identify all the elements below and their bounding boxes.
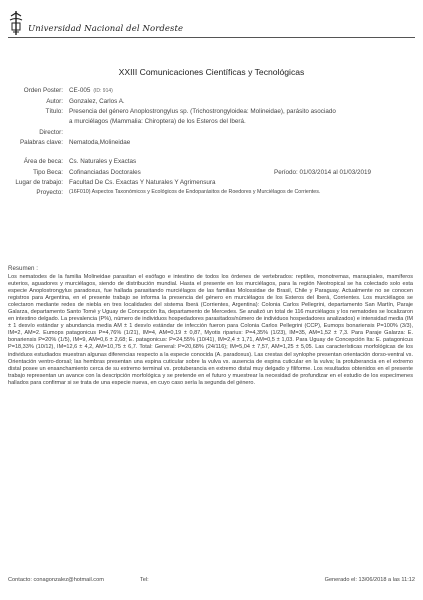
orden-id: (ID: 914)	[93, 88, 113, 94]
tipo-label: Tipo Beca:	[33, 169, 63, 176]
orden-label: Orden Poster:	[23, 87, 63, 94]
area-label: Área de beca:	[23, 158, 63, 165]
area-value: Cs. Naturales y Exactas	[69, 158, 137, 165]
orden-value: CE-005	[69, 87, 91, 94]
proyecto-label: Proyecto:	[36, 189, 63, 196]
titulo-line-1: Presencia del género Anoplostrongylus sp. (Trichostrongyloidea: Molineidae), parásito asociado	[69, 108, 336, 115]
palabras-value: Nematoda,Molineidae	[69, 139, 131, 146]
footer-contacto: Contacto: conagonzalez@hotmail.com	[8, 577, 104, 583]
director-label: Director:	[39, 129, 63, 136]
document-title: XXIII Comunicaciones Científicas y Tecnológicas	[118, 67, 305, 77]
university-name: Universidad Nacional del Nordeste	[28, 24, 184, 34]
footer-generado: Generado el: 13/06/2018 a las 11:12	[324, 577, 415, 583]
titulo-label: Título:	[45, 108, 63, 115]
periodo-value: Período: 01/03/2014 al 01/03/2019	[274, 169, 371, 176]
header-rule	[8, 37, 415, 38]
proyecto-value: (16F010) Aspectos Taxonómicos y Ecológicos de Endoparásitos de Roedores y Murciélagos de Corrientes.	[69, 189, 321, 195]
university-crest-icon	[8, 10, 24, 36]
abstract-label: Resumen :	[8, 265, 38, 272]
lugar-label: Lugar de trabajo:	[15, 179, 63, 186]
autor-value: Gonzalez, Carlos A.	[69, 98, 125, 105]
abstract-text: Los nematodes de la familia Molineidae parasitan el esófago e intestino de todos los órdenes de vertebrados: reptiles, monotremas, marsupiales, mamíferos euterios, aguadores y murciélagos, siendo de distribución mundial. Hasta el presente en los murciélagos, para la región Neotropical se ha colectado solo esta especie Anoplostrongylus paradoxus, fue hallada parasitando murciélagos de las familias Molossidae de Brasil, Chile y Paraguay. Actualmente no se conocen registros para Argentina, en el presente trabajo se informa la presencia del género en murciélagos de los Esteros del Iberá, Corrientes. Los murciélagos se colectaron mediante redes de niebla en tres localidades del sistema Iberá (Corrientes, Argentina): Colonia Carlos Pellegrini, departamento San Martín, Paraje Galarza, departamento Santo Tomé y Uguay de Concepción Ita, departamento de Mercedes. Se analizó un total de 116 murciélagos y los nematodes se localizaron en intestino delgado. La prevalencia (P%), número de individuos hospedadores parasitados/número de individuos hospedadores analizados) e intensidad media (IM ± 1 desvío estándar y abundancia media AM ± 1 desvío estándar de infección fueron para Colonia Carlos Pellegrini (CCP), Eumops bonariensis P=100% (3/3), IM=2, AM=2. Eumops patagonicus P=4,76% (1/21), IM=4, AM=0,19 ± 0,87, Myotis riparius: P=4,35% (1/23), IM=35, AM=1,52 ± 7,3. Para Paraje Galarza: E. bonariensis P=20% (1/5), IM=9, AM=0,6 ± 2,68; E. patagonicus: P=24,55% (10/41), IM=2,4 ± 1,71, AM=0,5 ± 1,03. Para Uguay de Concepción Ita: E. patagonicus P=18,33% (10/12), IM=12,6 ± 4,2, AM=10,75 ± 6,7. Total: General: P=20,68% (24/116); IM=5,04 ± 7,57, AM=1,25 ± 5,05. Las características morfológicas de los individuos estudiados muestran algunas diferencias respecto a la especie conocida (A. paradoxus). Las crestas del synlophe presentan orientación dorso-ventral vs. Orientación ventro-dorsal; las hembras presentan una espina cuticular sobre la vulva vs. ausencia de espina cuticular en la vulva; la protuberancia en el extremo distal posee un ensanchamiento cerca de su extremo terminal vs. protuberancia en extremo distal muy delgado y filiforme. Los resultados obtenidos en el presente trabajo representan un avance con la descripción morfológica y se pretende en el futuro y muestrear la necesidad de profundizar en el estudio de los especímenes hallados para confirmar si se trata de una especie nueva, en cuyo caso sería la segunda del género.	[8, 274, 413, 386]
autor-label: Autor:	[46, 98, 63, 105]
footer-tel: Tel:	[140, 577, 149, 583]
titulo-line-2: a murciélagos (Mammalia: Chiroptera) de los Esteros del Iberá.	[69, 118, 246, 125]
palabras-label: Palabras clave:	[19, 139, 63, 146]
tipo-value: Cofinanciadas Doctorales	[69, 169, 141, 176]
lugar-value: Facultad De Cs. Exactas Y Naturales Y Agrimensura	[69, 179, 216, 186]
